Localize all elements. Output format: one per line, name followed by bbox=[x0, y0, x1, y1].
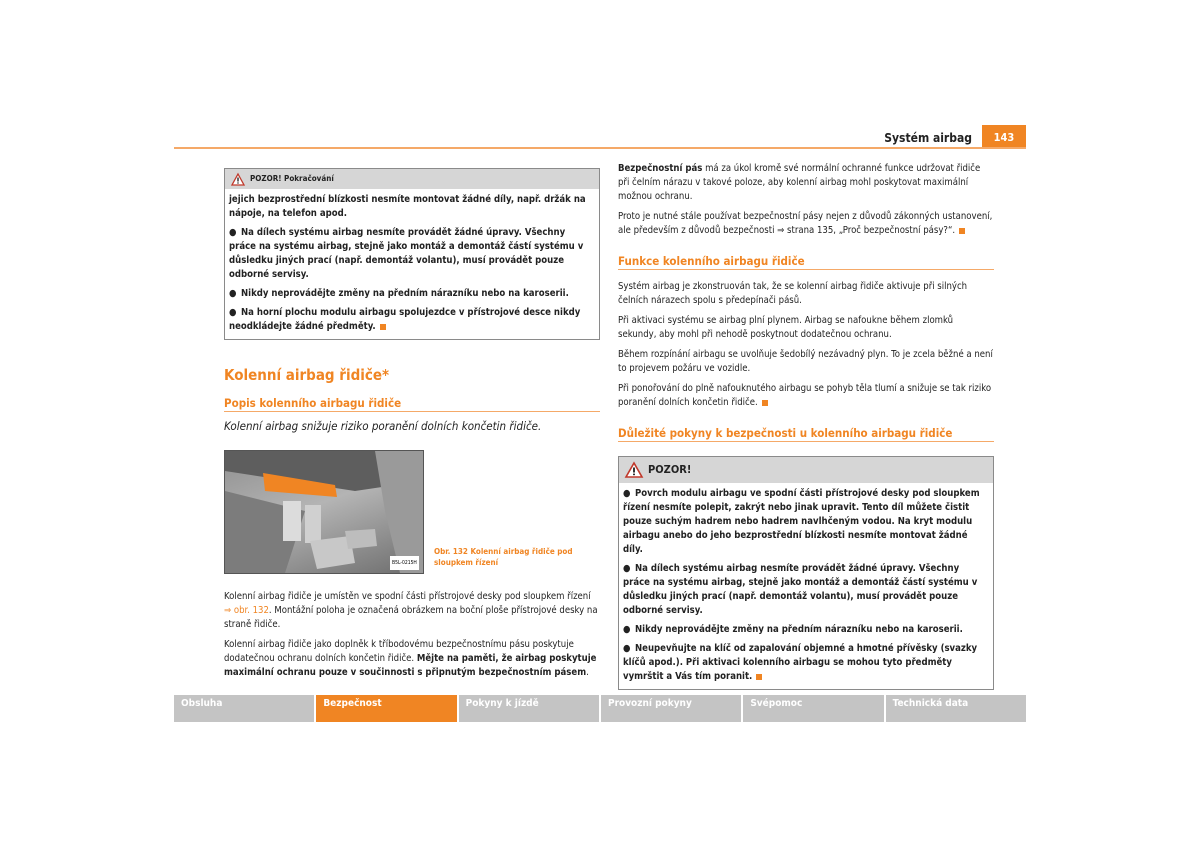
warning-box-continued bbox=[224, 168, 600, 340]
lead-text: Kolenní airbag snižuje riziko poranění dolních končetin řidiče. bbox=[224, 419, 542, 433]
warning-box bbox=[618, 456, 994, 690]
warning-bullet: ● Na dílech systému airbag nesmíte provádět žádné úpravy. Všechny práce na systému airbag, stejně jako montáž a demontáž částí systému v důsledku jiných prací (např. demontáž volantu), musí provádět pouze odborné servisy. bbox=[623, 563, 978, 616]
paragraph: Kolenní airbag řidiče jako doplněk k tříbodovému bezpečnostnímu pásu poskytuje dodatečnou ochranu dolních končetin řidiče. Mějte na paměti, že airbag poskytuje maximální ochranu pouze v součinnosti s připnutým bezpečnostním pásem. bbox=[224, 639, 597, 678]
subsection-title: Důležité pokyny k bezpečnosti u kolenního airbagu řidiče bbox=[618, 426, 994, 442]
warning-body bbox=[619, 483, 993, 684]
bullet-icon: ● bbox=[623, 643, 631, 654]
tab-technicka-data[interactable]: Technická data bbox=[886, 695, 1026, 722]
warning-paragraph: jejich bezprostřední blízkosti nesmíte montovat žádné díly, např. držák na nápoje, na telefon apod. bbox=[229, 194, 586, 219]
warning-header bbox=[225, 169, 599, 189]
end-mark-icon bbox=[762, 400, 768, 406]
paragraph: Během rozpínání airbagu se uvolňuje šedobílý nezávadný plyn. To je zcela běžné a není to projevem požáru ve vozidle. bbox=[618, 349, 993, 374]
warning-bullet: ● Nikdy neprovádějte změny na předním nárazníku nebo na karoserii. bbox=[623, 624, 963, 635]
warning-bullet: ● Na horní plochu modulu airbagu spolujezdce v přístrojové desce nikdy neodkládejte žádné předměty. bbox=[229, 307, 581, 332]
end-mark-icon bbox=[380, 324, 386, 330]
bullet-icon: ● bbox=[229, 288, 237, 299]
warning-bullet: ● Nikdy neprovádějte změny na předním nárazníku nebo na karoserii. bbox=[229, 288, 569, 299]
warning-header bbox=[619, 457, 993, 483]
footer-nav bbox=[174, 695, 1026, 722]
end-mark-icon bbox=[756, 674, 762, 680]
end-mark-icon bbox=[959, 228, 965, 234]
figure-code: B5L-0215H bbox=[390, 556, 419, 570]
paragraph: Proto je nutné stále používat bezpečnostní pásy nejen z důvodů zákonných ustanovení, ale především z důvodů bezpečnosti ⇒ strana 135, „Proč bezpečnostní pásy?“. bbox=[618, 211, 993, 236]
page-number: 143 bbox=[982, 125, 1026, 149]
bullet-icon: ● bbox=[229, 227, 237, 238]
bullet-icon: ● bbox=[623, 488, 631, 499]
left-column bbox=[224, 168, 600, 686]
running-header-title: Systém airbag bbox=[884, 131, 972, 145]
tab-provozni-pokyny[interactable]: Provozní pokyny bbox=[601, 695, 741, 722]
warning-triangle-icon bbox=[625, 462, 643, 478]
paragraph: Při ponořování do plně nafouknutého airbagu se pohyb těla tlumí a snižuje se tak riziko poranění dolních končetin řidiče. bbox=[618, 383, 992, 408]
subsection-title: Funkce kolenního airbagu řidiče bbox=[618, 254, 994, 270]
warning-body bbox=[225, 189, 599, 334]
tab-bezpecnost[interactable]: Bezpečnost bbox=[316, 695, 456, 722]
warning-label: POZOR! bbox=[648, 463, 692, 476]
knee-airbag-figure-image bbox=[224, 450, 424, 574]
bullet-icon: ● bbox=[623, 563, 631, 574]
paragraph: Při aktivaci systému se airbag plní plynem. Airbag se nafoukne během zlomků sekundy, aby mohl při nehodě poskytnout dodatečnou ochranu. bbox=[618, 315, 954, 340]
paragraph: Systém airbag je zkonstruován tak, že se kolenní airbag řidiče aktivuje při silných čelních nárazech spolu s předepínači pásů. bbox=[618, 281, 968, 306]
header-rule bbox=[174, 147, 1026, 149]
warning-bullet: ● Na dílech systému airbag nesmíte provádět žádné úpravy. Všechny práce na systému airbag, stejně jako montáž a demontáž částí systému v důsledku jiných prací (např. demontáž volantu), musí provádět pouze odborné servisy. bbox=[229, 227, 584, 280]
bullet-icon: ● bbox=[623, 624, 631, 635]
figure bbox=[224, 450, 600, 574]
paragraph: Bezpečnostní pás má za úkol kromě své normální ochranné funkce udržovat řidiče při čelním nárazu v takové poloze, aby kolenní airbag mohl poskytovat maximální možnou ochranu. bbox=[618, 163, 981, 202]
tab-pokyny-k-jizde[interactable]: Pokyny k jízdě bbox=[459, 695, 599, 722]
warning-triangle-icon bbox=[231, 173, 245, 186]
paragraph: Kolenní airbag řidiče je umístěn ve spodní části přístrojové desky pod sloupkem řízení ⇒ obr. 132. Montážní poloha je označená obrázkem na boční ploše přístrojové desky na straně řidiče. bbox=[224, 591, 598, 630]
bullet-icon: ● bbox=[229, 307, 237, 318]
tab-svepomoc[interactable]: Svépomoc bbox=[743, 695, 883, 722]
tab-obsluha[interactable]: Obsluha bbox=[174, 695, 314, 722]
warning-bullet: ● Povrch modulu airbagu ve spodní části přístrojové desky pod sloupkem řízení nesmíte polepit, zakrýt nebo jinak upravit. Tento díl můžete čistit pouze suchým hadrem nebo hadrem navlhčeným vodou. Na kryt modulu airbagu anebo do jeho bezprostřední blízkosti nesmíte montovat žádné díly. bbox=[623, 488, 980, 555]
figure-link[interactable]: ⇒ obr. 132 bbox=[224, 605, 269, 616]
warning-bullet: ● Neupevňujte na klíč od zapalování objemné a hmotné přívěsky (svazky klíčů apod.). Při aktivaci kolenního airbagu se mohou tyto předměty vymrštit a Vás tím poranit. bbox=[623, 643, 978, 682]
figure-caption: Obr. 132 Kolenní airbag řidiče pod sloupkem řízení bbox=[434, 547, 573, 567]
right-column bbox=[618, 162, 994, 690]
warning-label: POZOR! Pokračování bbox=[250, 174, 334, 183]
section-title: Kolenní airbag řidiče* bbox=[224, 366, 390, 384]
subsection-title: Popis kolenního airbagu řidiče bbox=[224, 396, 600, 412]
